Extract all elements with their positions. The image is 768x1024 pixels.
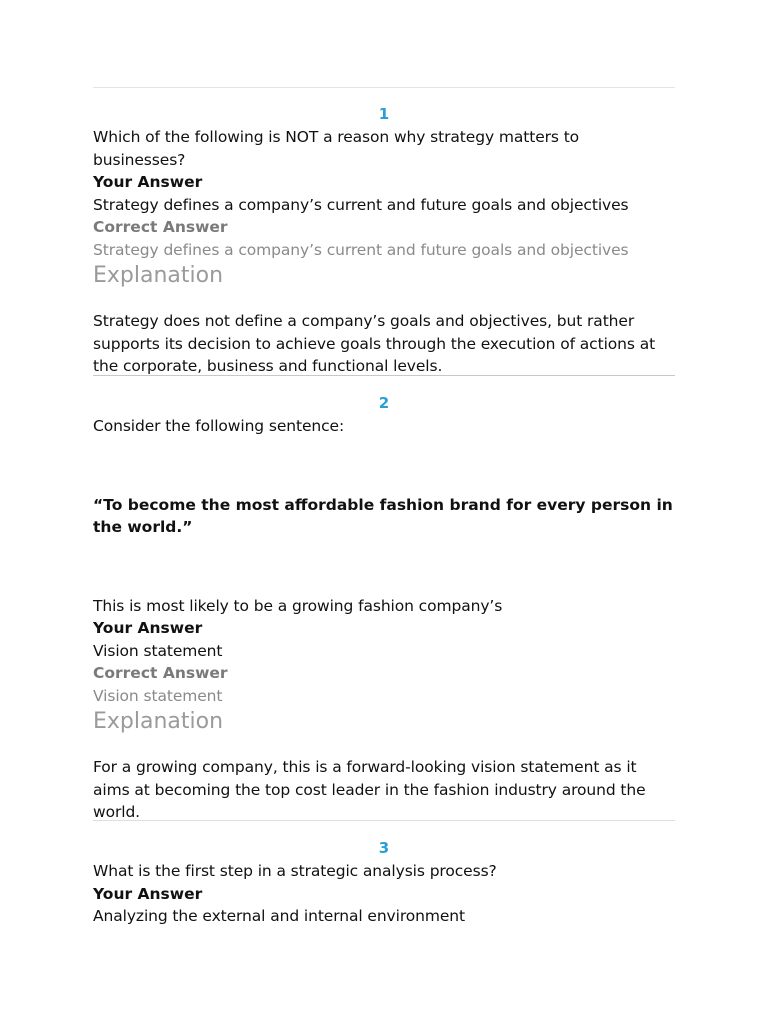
question-number: 3: [378, 839, 390, 857]
top-divider: [93, 87, 675, 88]
quoted-statement: “To become the most affordable fashion brand for every person in the world.”: [93, 495, 673, 536]
question-block-2: [93, 393, 675, 824]
question-number: 1: [378, 105, 390, 123]
your-answer-label: Your Answer: [93, 619, 203, 637]
your-answer-label: Your Answer: [93, 173, 203, 191]
correct-answer-value: Vision statement: [93, 686, 223, 705]
your-answer-value: Vision statement: [93, 641, 223, 660]
explanation-heading: Explanation: [93, 709, 224, 734]
question-text: This is most likely to be a growing fashion company’s: [93, 596, 503, 615]
question-text: What is the first step in a strategic analysis process?: [93, 862, 497, 880]
your-answer-value: Strategy defines a company’s current and future goals and objectives: [93, 195, 629, 214]
explanation-heading: Explanation: [93, 263, 224, 288]
correct-answer-label: Correct Answer: [93, 218, 228, 236]
question-divider: [93, 820, 675, 821]
correct-answer-label: Correct Answer: [93, 664, 228, 682]
question-block-3: [93, 838, 675, 928]
question-text: Which of the following is NOT a reason why strategy matters to businesses?: [93, 128, 580, 169]
question-divider: [93, 375, 675, 376]
explanation-text: For a growing company, this is a forward-looking vision statement as it aims at becoming the top cost leader in the fashion industry around the world.: [93, 758, 646, 821]
question-intro-text: Consider the following sentence:: [93, 417, 345, 435]
question-number: 2: [378, 394, 390, 412]
your-answer-value: Analyzing the external and internal environment: [93, 907, 466, 925]
correct-answer-value: Strategy defines a company’s current and future goals and objectives: [93, 240, 629, 259]
your-answer-label: Your Answer: [93, 884, 203, 903]
explanation-text: Strategy does not define a company’s goals and objectives, but rather supports its decision to achieve goals through the execution of actions at the corporate, business and functional levels.: [93, 312, 656, 375]
question-block-1: [93, 104, 675, 378]
